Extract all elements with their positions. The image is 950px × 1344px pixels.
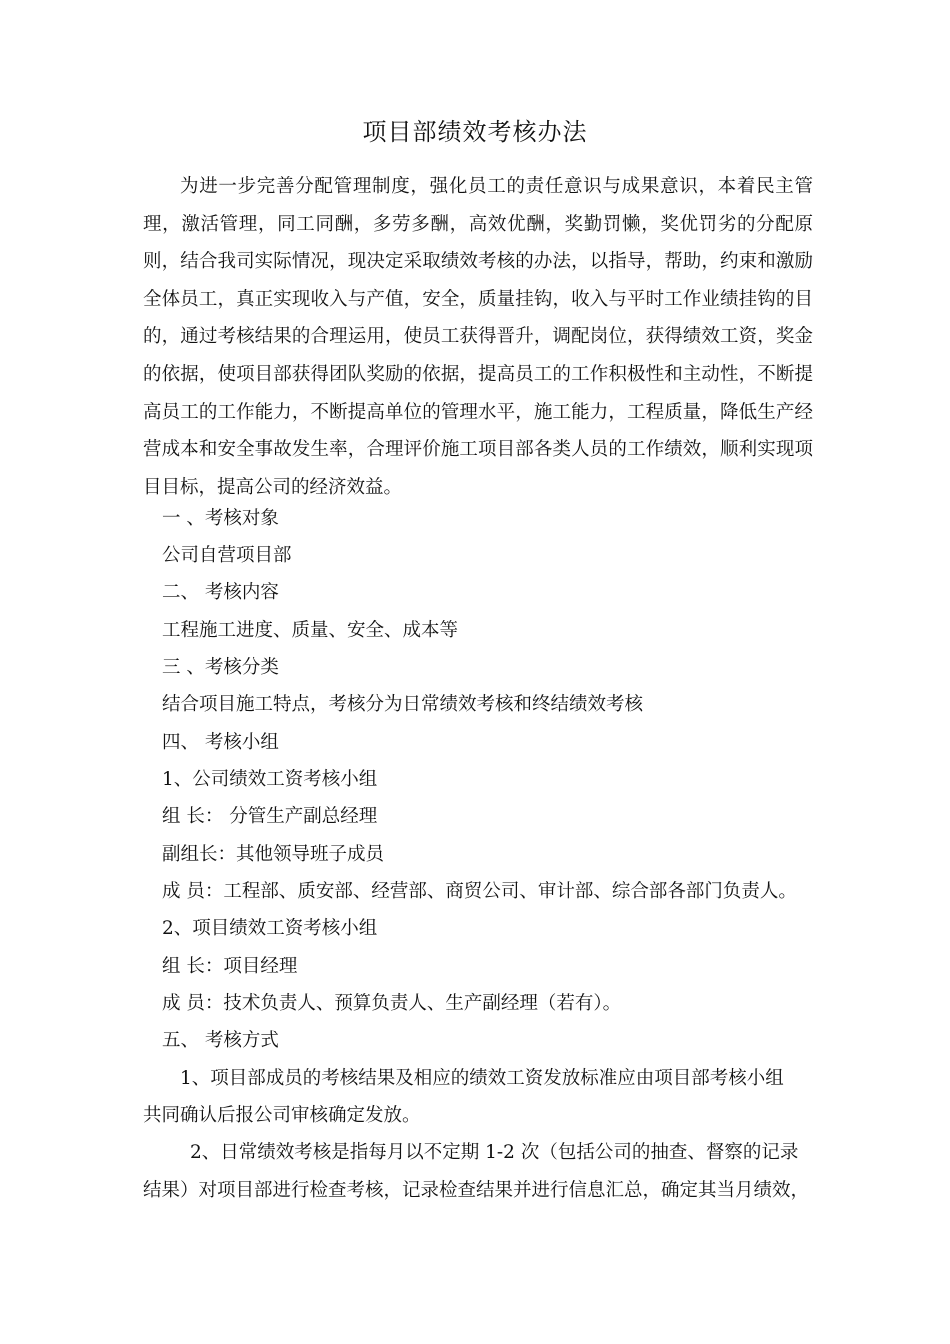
section-5-heading: 五、 考核方式 — [162, 1030, 279, 1051]
section-3-body: 结合项目施工特点，考核分为日常绩效考核和终结绩效考核 — [162, 694, 644, 715]
section-4-heading: 四、 考核小组 — [162, 732, 279, 753]
section-3-heading: 三 、考核分类 — [162, 657, 279, 678]
section-1-heading: 一 、考核对象 — [162, 508, 279, 529]
section-5-item-1-line-2: 共同确认后报公司审核确定发放。 — [143, 1105, 421, 1126]
document-title: 项目部绩效考核办法 — [362, 118, 588, 146]
group-1-deputy: 副组长：其他领导班子成员 — [162, 844, 385, 865]
section-5-item-1-line-1: 1、项目部成员的考核结果及相应的绩效工资发放标准应由项目部考核小组 — [180, 1068, 784, 1089]
group-2-members: 成 员：技术负责人、预算负责人、生产副经理（若有）。 — [162, 993, 622, 1014]
section-1-body: 公司自营项目部 — [162, 545, 292, 566]
section-5-item-2-line-1: 2、日常绩效考核是指每月以不定期 1-2 次（包括公司的抽查、督察的记录 — [190, 1142, 799, 1163]
section-2-heading: 二、 考核内容 — [162, 582, 279, 603]
group-2-leader: 组 长：项目经理 — [162, 956, 298, 977]
group-2-title: 2、项目绩效工资考核小组 — [162, 918, 378, 939]
intro-paragraph: 为进一步完善分配管理制度，强化员工的责任意识与成果意识，本着民主管理，激活管理，同工同酬，多劳多酬，高效优酬，奖勤罚懒，奖优罚劣的分配原则，结合我司实际情况，现决定采取绩效考核的办法，以指导，帮助，约束和激励全体员工，真正实现收入与产值，安全，质量挂钩，收入与平时工作业绩挂钩的目的，通过考核结果的合理运用，使员工获得晋升，调配岗位，获得绩效工资，奖金的依据，使项目部获得团队奖励的依据，提高员工的工作积极性和主动性，不断提高员工的工作能力，不断提高单位的管理水平，施工能力，工程质量，降低生产经营成本和安全事故发生率，合理评价施工项目部各类人员的工作绩效，顺利实现项目目标，提高公司的经济效益。 — [143, 176, 813, 498]
group-1-title: 1、公司绩效工资考核小组 — [162, 769, 378, 790]
group-1-members: 成 员：工程部、质安部、经营部、商贸公司、审计部、综合部各部门负责人。 — [162, 881, 797, 902]
section-2-body: 工程施工进度、质量、安全、成本等 — [162, 620, 459, 641]
group-1-leader: 组 长： 分管生产副总经理 — [162, 806, 378, 827]
section-5-item-2-line-2: 结果）对项目部进行检查考核，记录检查结果并进行信息汇总，确定其当月绩效， — [143, 1180, 810, 1201]
